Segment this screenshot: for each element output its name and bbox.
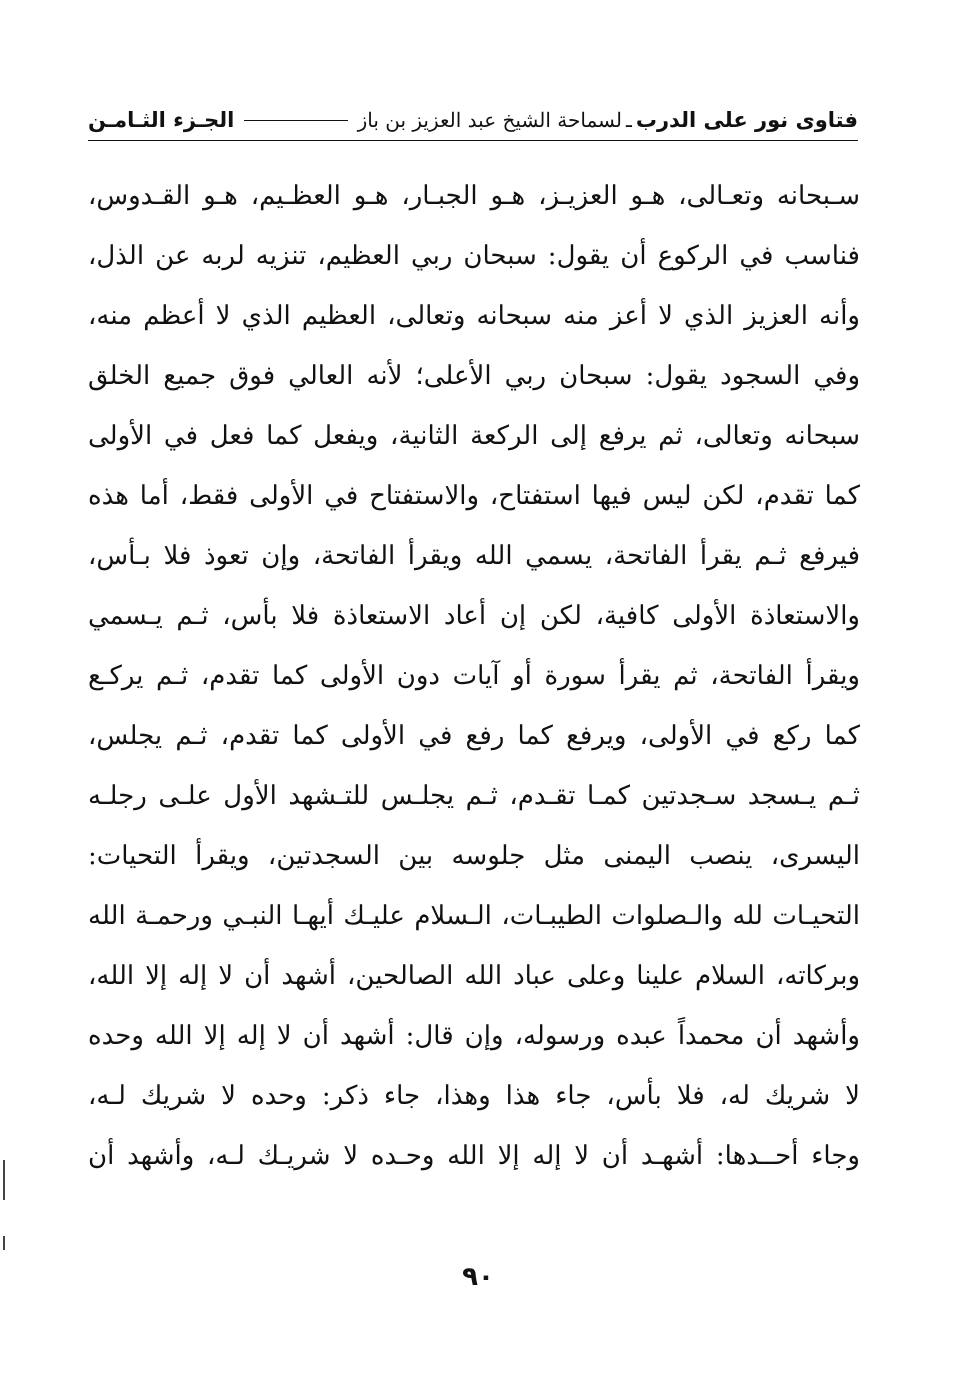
author-name: لسماحة الشيخ عبد العزيز بن باز [357, 108, 622, 132]
text-line: ثـم يـسجد سـجدتين كمـا تقـدم، ثـم يجلـس للتـشهد الأول علـى رجلـه [88, 781, 860, 811]
text-line: كما تقدم، لكن ليس فيها استفتاح، والاستفتاح في الأولى فقط، أما هذه [88, 481, 860, 511]
text-line: التحيـات لله والـصلوات الطيبـات، الـسلام عليـك أيهـا النبـي ورحمـة الله [88, 901, 860, 931]
text-line: وأشهد أن محمداً عبده ورسوله، وإن قال: أشهد أن لا إله إلا الله وحده [88, 1021, 860, 1051]
text-line: ويقرأ الفاتحة، ثم يقرأ سورة أو آيات دون الأولى كما تقدم، ثـم يركـع [88, 661, 860, 691]
text-line: فيرفع ثـم يقرأ الفاتحة، يسمي الله ويقرأ الفاتحة، وإن تعوذ فلا بـأس، [88, 541, 860, 571]
text-line: والاستعاذة الأولى كافية، لكن إن أعاد الاستعاذة فلا بأس، ثـم يـسمي [88, 601, 860, 631]
scan-edge-mark [3, 1236, 5, 1250]
text-line: سبحانه وتعالى، ثم يرفع إلى الركعة الثانية، ويفعل كما فعل في الأولى [88, 421, 860, 451]
text-line: وأنه العزيز الذي لا أعز منه سبحانه وتعالى، العظيم الذي لا أعظم منه، [88, 301, 860, 331]
body-text [88, 166, 860, 1186]
text-line: لا شريك له، فلا بأس، جاء هذا وهذا، جاء ذكر: وحده لا شريك لـه، [88, 1081, 860, 1111]
text-line: وجاء أحــدها: أشهـد أن لا إله إلا الله وحـده لا شريـك لـه، وأشهد أن [88, 1141, 860, 1171]
scan-edge-mark [3, 1160, 5, 1200]
running-header [88, 100, 858, 141]
header-separator: ـ [625, 108, 632, 132]
text-line: فناسب في الركوع أن يقول: سبحان ربي العظيم، تنزيه لربه عن الذل، [88, 241, 860, 271]
header-rule [244, 120, 347, 121]
volume-label: الجـزء الثـامـن [88, 108, 235, 132]
text-line: وبركاته، السلام علينا وعلى عباد الله الصالحين، أشهد أن لا إله إلا الله، [88, 961, 860, 991]
text-line: اليسرى، ينصب اليمنى مثل جلوسه بين السجدتين، ويقرأ التحيات: [88, 841, 860, 871]
book-title: فتاوى نور على الدرب [635, 108, 858, 132]
text-line: كما ركع في الأولى، ويرفع كما رفع في الأولى كما تقدم، ثـم يجلس، [88, 721, 860, 751]
text-line: وفي السجود يقول: سبحان ربي الأعلى؛ لأنه العالي فوق جميع الخلق [88, 361, 860, 391]
page-number: ٩٠ [462, 1262, 494, 1292]
text-line: سـبحانه وتعـالى، هـو العزيـز، هـو الجبـار، هـو العظـيم، هـو القـدوس، [88, 181, 860, 211]
